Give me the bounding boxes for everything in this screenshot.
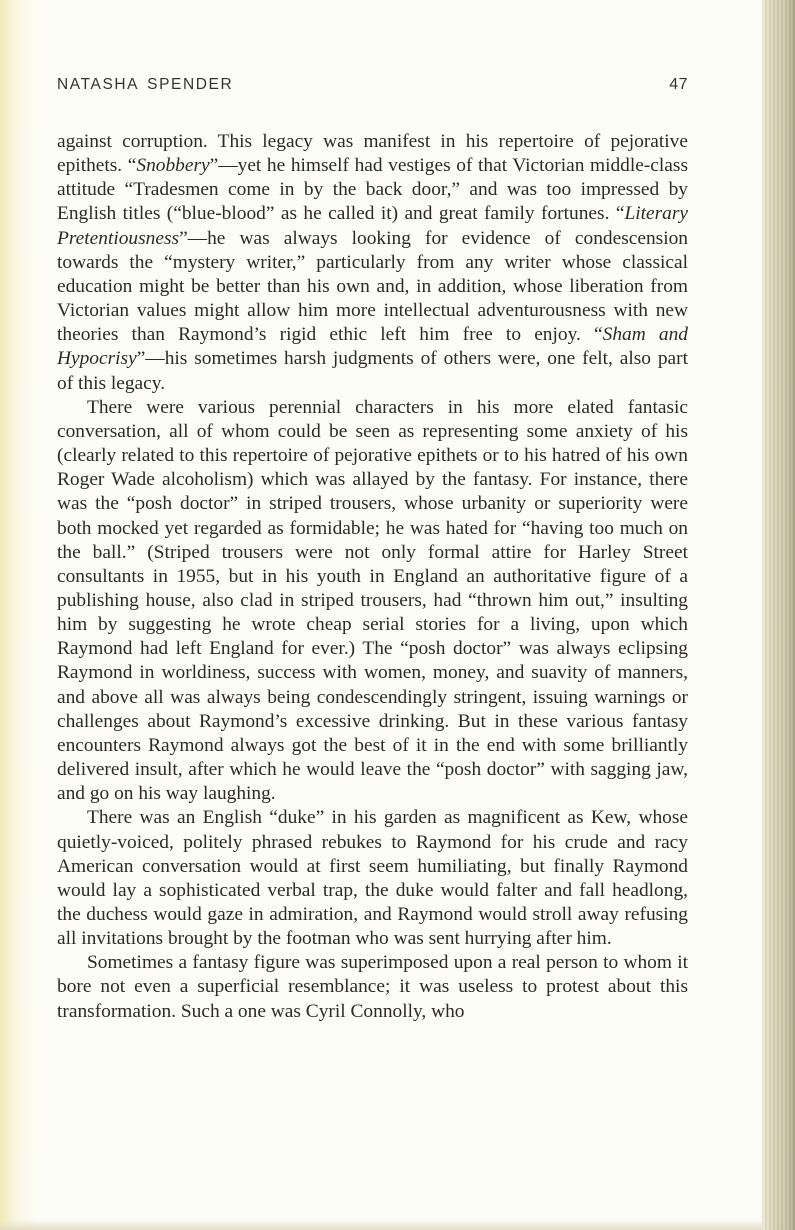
italic-text-segment: Literary Pretentiousness bbox=[57, 203, 688, 249]
text-segment: against corruption. This legacy was manifest in his repertoire of pejorative epithets. “ bbox=[57, 131, 688, 177]
paragraph bbox=[57, 806, 688, 951]
page-gutter-edge bbox=[0, 0, 42, 1230]
italic-text-segment: Snobbery bbox=[136, 155, 210, 177]
page-body bbox=[57, 130, 688, 1024]
paragraph bbox=[57, 130, 688, 396]
italic-text-segment: Sham and Hypocrisy bbox=[57, 324, 688, 370]
text-segment: ”—he was always looking for evidence of condescension towards the “mystery writer,” particularly from any writer whose classical education might be better than his own and, in addition, whose liberation from Victorian values might allow him more intellectual adventurousness with new theories than Raymond’s rigid ethic left him free to enjoy. “ bbox=[57, 227, 688, 346]
paragraph bbox=[57, 396, 688, 807]
text-segment: ”—yet he himself had vestiges of that Victorian middle-class attitude “Tradesmen come in by the back door,” and was too impressed by English titles (“blue-blood” as he called it) and great family fortunes. “ bbox=[57, 155, 688, 225]
page-number: 47 bbox=[669, 76, 688, 93]
page-bottom-edge bbox=[0, 1220, 762, 1230]
text-segment: Sometimes a fantasy figure was superimposed upon a real person to whom it bore not even a superficial resemblance; it was useless to protest about this transformation. Such a one was Cyril Connolly, who bbox=[57, 952, 688, 1022]
page-stack-edge bbox=[762, 0, 795, 1230]
running-header bbox=[57, 0, 688, 94]
text-segment: There was an English “duke” in his garden as magnificent as Kew, whose quietly-voiced, politely phrased rebukes to Raymond for his crude and racy American conversation would at first seem humiliating, but finally Raymond would lay a sophisticated verbal trap, the duke would falter and fall headlong, the duchess would gaze in admiration, and Raymond would stroll away refusing all invitations brought by the footman who was sent hurrying after him. bbox=[57, 807, 688, 950]
paragraph bbox=[57, 951, 688, 1023]
text-segment: There were various perennial characters in his more elated fantasic conversation, all of whom could be seen as representing some anxiety of his (clearly related to this repertoire of pejorative epithets or to his hatred of his own Roger Wade alcoholism) which was allayed by the fantasy. For instance, there was the “posh doctor” in striped trousers, whose urbanity or superiority were both mocked yet regarded as formidable; he was hated for “having too much on the ball.” (Striped trousers were not only formal attire for Harley Street consultants in 1955, but in his youth in England an authoritative figure of a publishing house, also clad in striped trousers, had “thrown him out,” insulting him by suggesting he wrote cheap serial stories for a living, upon which Raymond had left England for ever.) The “posh doctor” was always eclipsing Raymond in worldiness, success with women, money, and suavity of manners, and above all was always being condescendingly stringent, issuing warnings or challenges about Raymond’s excessive drinking. But in these various fantasy encounters Raymond always got the best of it in the end with some brilliantly delivered insult, after which he would leave the “posh doctor” with sagging jaw, and go on his way laughing. bbox=[57, 396, 688, 805]
text-segment: ”—his sometimes harsh judgments of others were, one felt, also part of this legacy. bbox=[57, 348, 688, 394]
running-header-author: NATASHA SPENDER bbox=[57, 76, 234, 93]
